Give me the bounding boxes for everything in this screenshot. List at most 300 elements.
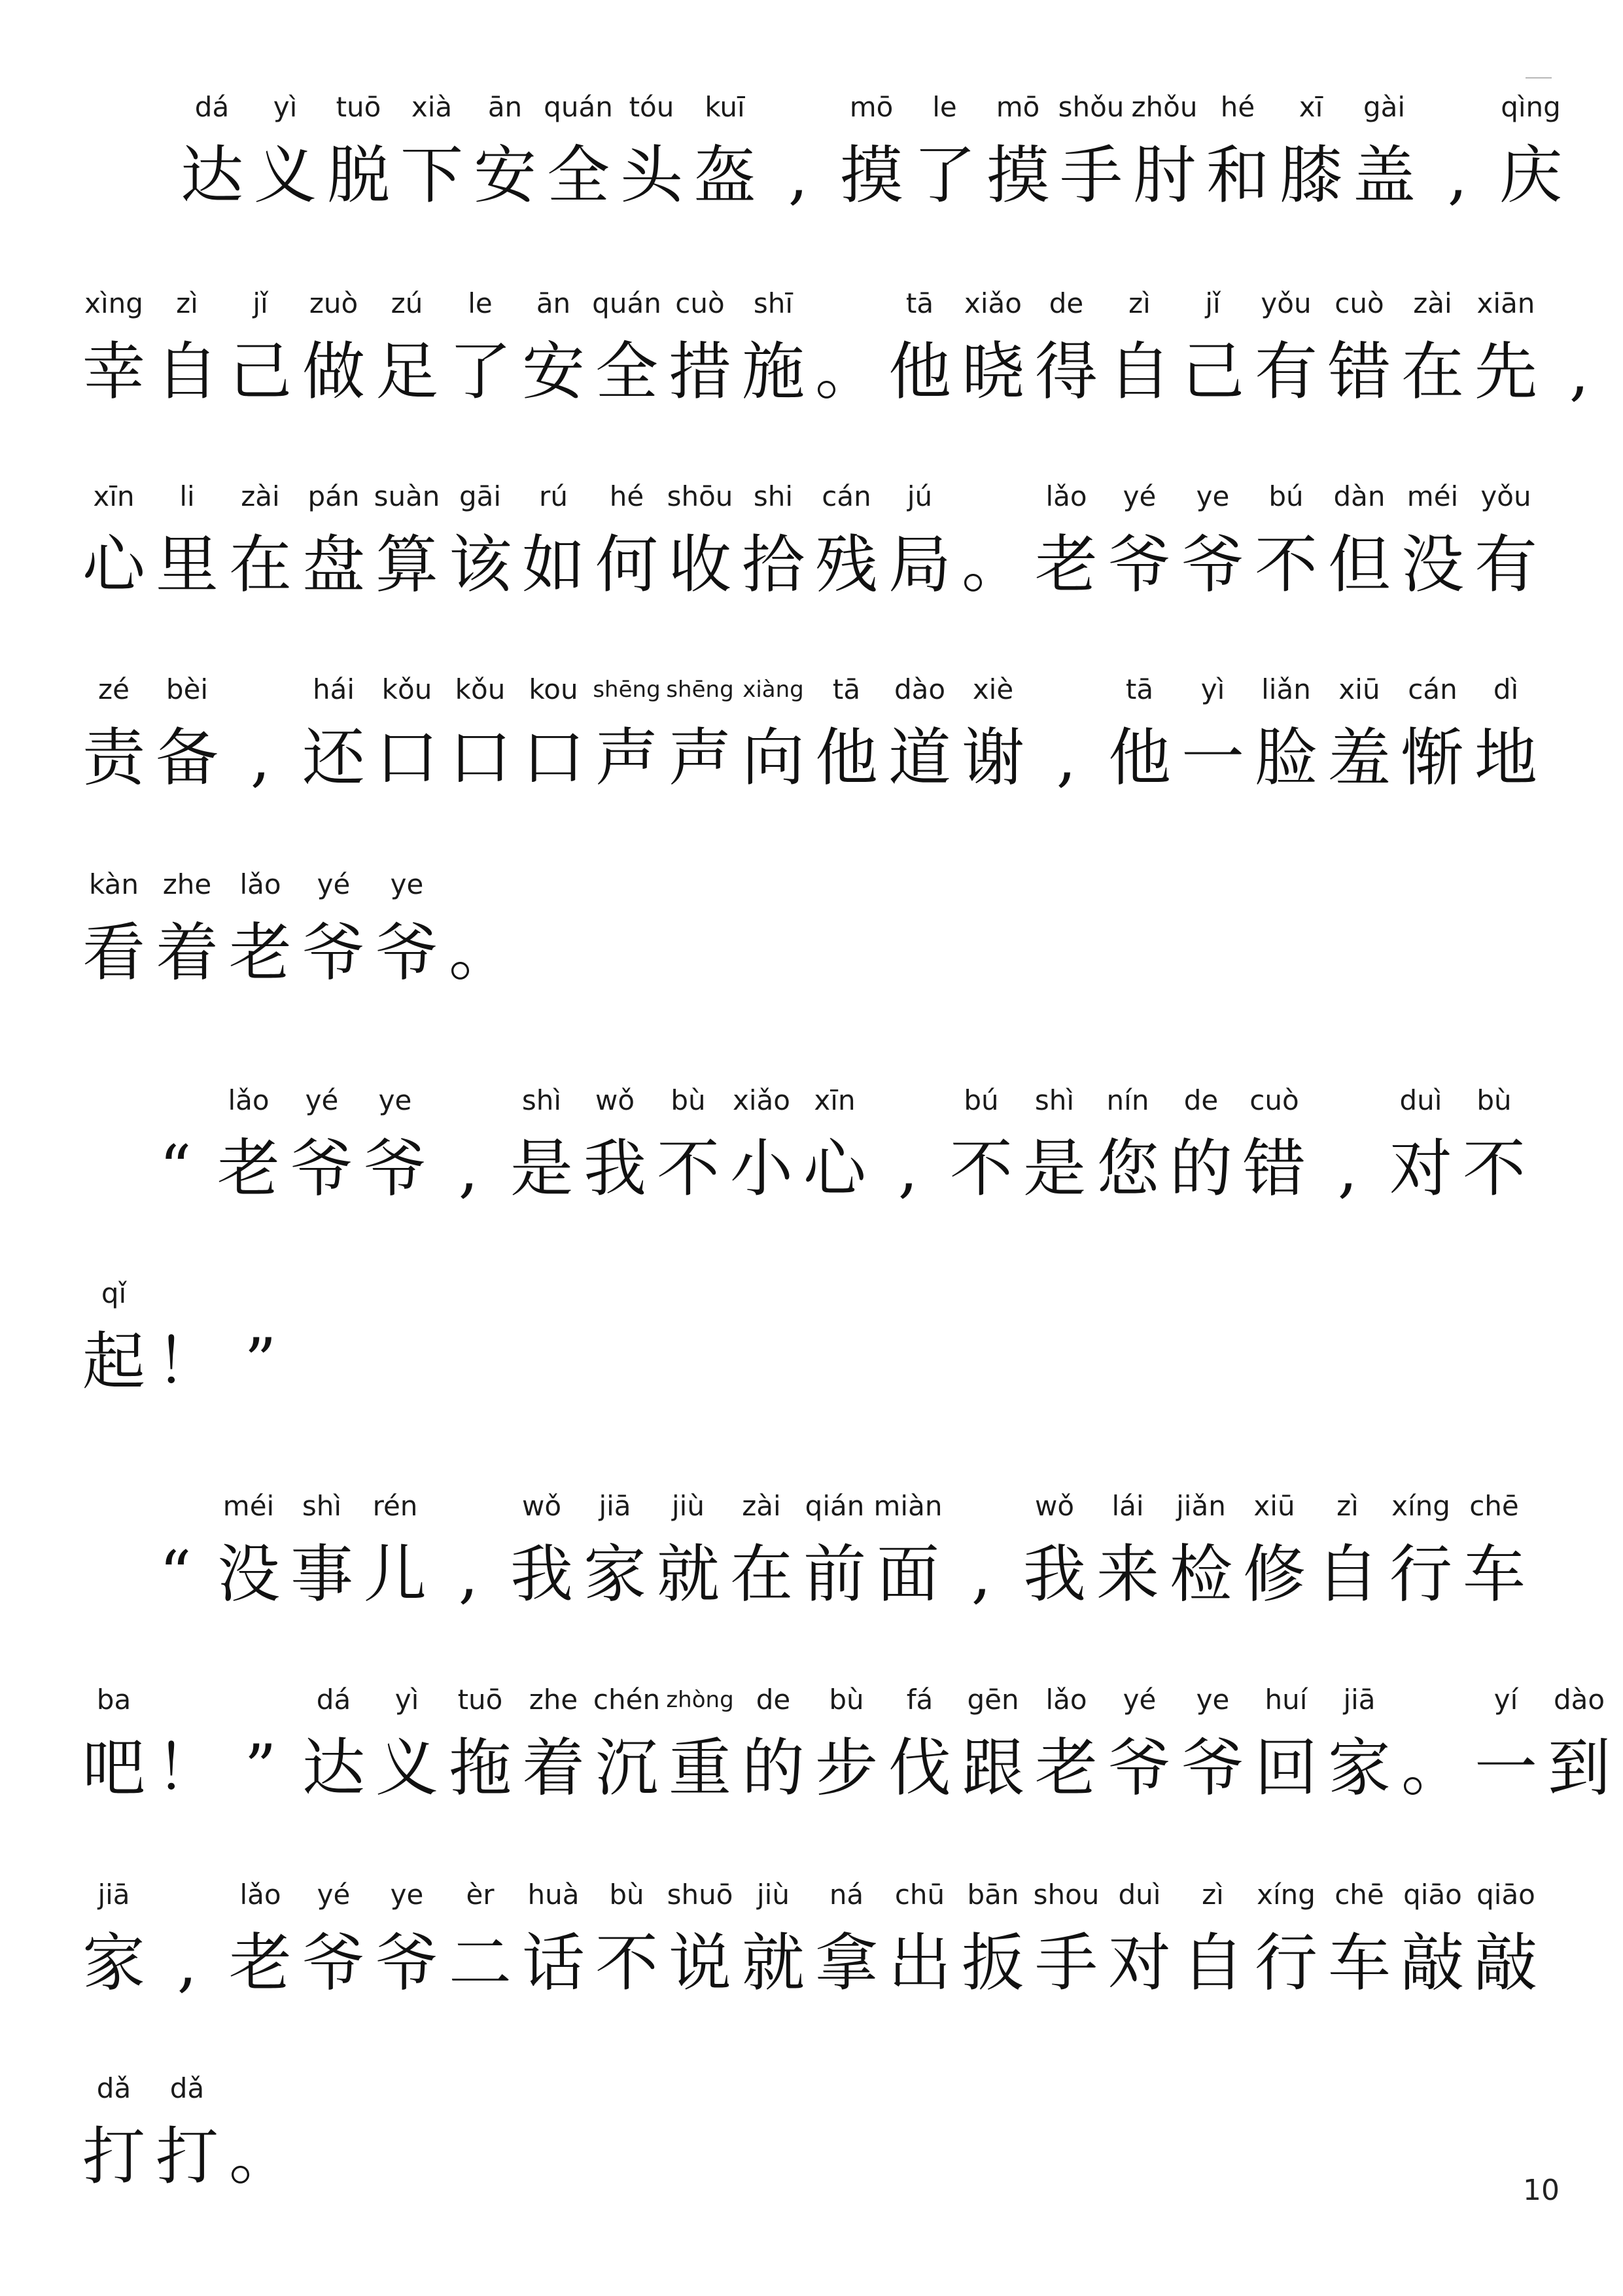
hanzi: 向: [742, 721, 805, 794]
pinyin: huà: [527, 1879, 580, 1911]
character-cell: [956, 667, 1030, 864]
character-cell: [358, 1484, 432, 1680]
hanzi: 口: [449, 721, 512, 794]
hanzi: 面: [877, 1538, 939, 1611]
pinyin: tā: [832, 673, 861, 705]
pinyin: bèi: [166, 673, 209, 705]
hanzi: 自: [156, 335, 218, 408]
hanzi: 您: [1096, 1132, 1159, 1205]
pinyin: ye: [378, 1084, 412, 1116]
text-line: [0, 1873, 1623, 2069]
hanzi: 车: [1328, 1926, 1391, 2000]
hanzi: 己: [229, 335, 292, 408]
pinyin: xiān: [1476, 287, 1535, 319]
hanzi: 手: [1060, 139, 1123, 212]
hanzi: 幸: [82, 335, 145, 408]
pinyin: bú: [1268, 480, 1304, 512]
hanzi: 跟: [962, 1731, 1024, 1805]
pinyin: yǒu: [1261, 287, 1312, 319]
character-cell: [1457, 1484, 1531, 1680]
pinyin: rú: [539, 480, 568, 512]
hanzi: 全: [547, 139, 610, 212]
pinyin: zài: [1413, 287, 1452, 319]
pinyin: zì: [1336, 1490, 1359, 1522]
pinyin: liǎn: [1261, 673, 1311, 705]
character-cell: [798, 1078, 871, 1275]
hanzi: 扳: [962, 1926, 1024, 2000]
pinyin: tóu: [629, 91, 674, 123]
hanzi: 里: [156, 528, 218, 601]
hanzi: 着: [156, 916, 218, 989]
hanzi: 小: [730, 1132, 793, 1205]
pinyin: lǎo: [228, 1084, 270, 1116]
hanzi: 做: [302, 335, 365, 408]
hanzi: ,: [1337, 1132, 1358, 1205]
hanzi: 拖: [449, 1731, 512, 1805]
hanzi: 有: [1255, 335, 1318, 408]
pinyin: bù: [829, 1684, 864, 1716]
hanzi: 的: [1170, 1132, 1232, 1205]
hanzi: 老: [229, 916, 292, 989]
pinyin: xiū: [1338, 673, 1380, 705]
text-line: [0, 1271, 1623, 1468]
pinyin: dì: [1493, 673, 1519, 705]
pinyin: hái: [312, 673, 355, 705]
pinyin: de: [756, 1684, 791, 1716]
hanzi: 他: [888, 335, 951, 408]
hanzi: 他: [815, 721, 878, 794]
punctuation-cell: [150, 1678, 224, 1874]
hanzi: 算: [375, 528, 438, 601]
character-cell: [150, 667, 224, 864]
hanzi: 如: [522, 528, 585, 601]
pinyin: yì: [1200, 673, 1225, 705]
hanzi: ,: [458, 1132, 479, 1205]
hanzi: ,: [1447, 139, 1468, 212]
hanzi: 老: [217, 1132, 280, 1205]
pinyin: hé: [1220, 91, 1255, 123]
hanzi: 着: [522, 1731, 585, 1805]
hanzi: 前: [803, 1538, 866, 1611]
hanzi: 措: [669, 335, 731, 408]
hanzi: 在: [730, 1538, 793, 1611]
pinyin: xíng: [1391, 1490, 1450, 1522]
hanzi: 不: [657, 1132, 720, 1205]
pinyin: shi: [753, 480, 794, 512]
pinyin: bù: [609, 1879, 644, 1911]
pinyin: kǒu: [381, 673, 432, 705]
pinyin: yí: [1493, 1684, 1518, 1716]
pinyin: cuò: [1335, 287, 1384, 319]
pinyin: méi: [1406, 480, 1459, 512]
pinyin: jiā: [599, 1490, 631, 1522]
pinyin: shēng: [666, 677, 734, 703]
hanzi: 我: [1023, 1538, 1086, 1611]
pinyin: gài: [1363, 91, 1406, 123]
hanzi: 在: [229, 528, 292, 601]
hanzi: ,: [971, 1538, 992, 1611]
pinyin: xī: [1299, 91, 1323, 123]
pinyin: suàn: [374, 480, 440, 512]
hanzi: 该: [449, 528, 512, 601]
pinyin: zé: [98, 673, 130, 705]
pinyin: qián: [805, 1490, 865, 1522]
hanzi: 和: [1206, 139, 1269, 212]
hanzi: 有: [1475, 528, 1537, 601]
hanzi: 行: [1255, 1926, 1318, 2000]
pinyin: nín: [1106, 1084, 1149, 1116]
pinyin: bù: [671, 1084, 706, 1116]
punctuation-cell: [224, 2066, 297, 2263]
hanzi: 摸: [840, 139, 903, 212]
hanzi: 敲: [1475, 1926, 1537, 2000]
pinyin: yé: [305, 1084, 339, 1116]
pinyin: shuō: [667, 1879, 733, 1911]
hanzi: 拿: [815, 1926, 878, 2000]
character-cell: [1469, 281, 1543, 478]
pinyin: xiǎo: [733, 1084, 790, 1116]
hanzi: 说: [669, 1926, 731, 2000]
hanzi: 伐: [888, 1731, 951, 1805]
character-cell: [150, 2066, 224, 2263]
hanzi: 是: [510, 1132, 573, 1205]
hanzi: 爷: [290, 1132, 353, 1205]
hanzi: 出: [888, 1926, 951, 2000]
pinyin: yì: [273, 91, 298, 123]
hanzi: 沉: [595, 1731, 658, 1805]
hanzi: 但: [1328, 528, 1391, 601]
hanzi: 。: [229, 2120, 292, 2193]
pinyin: yé: [317, 1879, 351, 1911]
hanzi: 错: [1243, 1132, 1306, 1205]
hanzi: 盖: [1353, 139, 1416, 212]
pinyin: èr: [466, 1879, 495, 1911]
pinyin: chū: [894, 1879, 945, 1911]
character-cell: [358, 1078, 432, 1275]
character-cell: [1348, 85, 1421, 281]
hanzi: 错: [1328, 335, 1391, 408]
pinyin: zú: [391, 287, 423, 319]
punctuation-cell: [150, 1271, 224, 1468]
hanzi: 爷: [1108, 1731, 1171, 1805]
punctuation-cell: [444, 862, 517, 1059]
pinyin: xiǎo: [964, 287, 1022, 319]
pinyin: chē: [1335, 1879, 1384, 1911]
character-cell: [1469, 667, 1543, 864]
text-line: [0, 862, 1623, 1059]
hanzi: 他: [1108, 721, 1171, 794]
text-line: [0, 2066, 1623, 2263]
hanzi: 道: [888, 721, 951, 794]
pinyin: ná: [829, 1879, 864, 1911]
hanzi: ,: [898, 1132, 918, 1205]
pinyin: xiè: [972, 673, 1014, 705]
hanzi: 不: [1463, 1132, 1526, 1205]
pinyin: rén: [372, 1490, 418, 1522]
hanzi: 我: [584, 1132, 646, 1205]
character-cell: [1494, 85, 1567, 281]
pinyin: gāi: [459, 480, 502, 512]
pinyin: zhe: [529, 1684, 578, 1716]
pinyin: zài: [241, 480, 280, 512]
text-line: [0, 281, 1623, 478]
pinyin: qiāo: [1403, 1879, 1462, 1911]
hanzi: 一: [1475, 1731, 1537, 1805]
pinyin: duì: [1399, 1084, 1442, 1116]
pinyin: huí: [1265, 1684, 1308, 1716]
pinyin: fá: [906, 1684, 934, 1716]
pinyin: ye: [390, 868, 424, 900]
hanzi: 惭: [1401, 721, 1464, 794]
pinyin: li: [179, 480, 195, 512]
hanzi: 就: [742, 1926, 805, 2000]
hanzi: 盘: [302, 528, 365, 601]
hanzi: 我: [510, 1538, 573, 1611]
pinyin: jú: [907, 480, 933, 512]
hanzi: 达: [181, 139, 243, 212]
pinyin: mō: [996, 91, 1040, 123]
pinyin: shēng: [593, 677, 661, 703]
hanzi: 到: [1548, 1731, 1611, 1805]
hanzi: 心: [82, 528, 145, 601]
hanzi: 事: [290, 1538, 353, 1611]
hanzi: ,: [788, 139, 809, 212]
hanzi: 。: [1401, 1731, 1464, 1805]
pinyin: mō: [849, 91, 894, 123]
hanzi: ”: [244, 1731, 277, 1805]
hanzi: 爷: [1181, 528, 1244, 601]
hanzi: 己: [1181, 335, 1244, 408]
hanzi: ,: [1569, 335, 1590, 408]
pinyin: wǒ: [521, 1490, 562, 1522]
pinyin: duì: [1118, 1879, 1161, 1911]
hanzi: 老: [1035, 1731, 1098, 1805]
pinyin: yé: [317, 868, 351, 900]
hanzi: 声: [595, 721, 658, 794]
hanzi: 看: [82, 916, 145, 989]
hanzi: 肘: [1133, 139, 1196, 212]
hanzi: 口: [375, 721, 438, 794]
character-cell: [1469, 1873, 1543, 2069]
hanzi: 对: [1108, 1926, 1171, 2000]
hanzi: 羞: [1328, 721, 1391, 794]
hanzi: 打: [156, 2120, 218, 2193]
hanzi: 话: [522, 1926, 585, 2000]
hanzi: 备: [156, 721, 218, 794]
text-line: [0, 1678, 1623, 1874]
hanzi: 爷: [364, 1132, 427, 1205]
pinyin: shǒu: [1058, 91, 1125, 123]
hanzi: 不: [595, 1926, 658, 2000]
pinyin: bù: [1476, 1084, 1512, 1116]
pinyin: yé: [1123, 1684, 1157, 1716]
pinyin: ba: [96, 1684, 131, 1716]
hanzi: 自: [1108, 335, 1171, 408]
character-cell: [1323, 1678, 1396, 1874]
hanzi: “: [159, 1538, 192, 1611]
pinyin: quán: [544, 91, 613, 123]
character-cell: [77, 1873, 150, 2069]
pinyin: kàn: [89, 868, 139, 900]
character-cell: [737, 281, 810, 478]
pinyin: tā: [1125, 673, 1154, 705]
pinyin: xiàng: [742, 677, 804, 703]
pinyin: shou: [1033, 1879, 1100, 1911]
hanzi: 口: [522, 721, 585, 794]
hanzi: 。: [962, 528, 1024, 601]
pinyin: shì: [302, 1490, 342, 1522]
text-line: [0, 1078, 1623, 1275]
pinyin: kǒu: [455, 673, 506, 705]
hanzi: 声: [669, 721, 731, 794]
character-cell: [77, 1678, 150, 1874]
text-line: [0, 85, 1623, 281]
hanzi: 来: [1096, 1538, 1159, 1611]
character-cell: [77, 1271, 150, 1468]
pinyin: zuò: [309, 287, 358, 319]
hanzi: 膝: [1280, 139, 1342, 212]
hanzi: 全: [595, 335, 658, 408]
hanzi: 安: [522, 335, 585, 408]
pinyin: yì: [394, 1684, 419, 1716]
pinyin: hé: [609, 480, 644, 512]
hanzi: 头: [620, 139, 683, 212]
pinyin: lǎo: [1045, 480, 1087, 512]
hanzi: 爷: [302, 916, 365, 989]
hanzi: 义: [375, 1731, 438, 1805]
hanzi: 晓: [962, 335, 1024, 408]
pinyin: xiū: [1253, 1490, 1295, 1522]
hanzi: 老: [1035, 528, 1098, 601]
hanzi: 庆: [1499, 139, 1562, 212]
pinyin: yǒu: [1480, 480, 1531, 512]
hanzi: 爷: [375, 916, 438, 989]
character-cell: [883, 474, 956, 671]
pinyin: le: [932, 91, 957, 123]
hanzi: 不: [950, 1132, 1013, 1205]
pinyin: bú: [964, 1084, 999, 1116]
pinyin: dǎ: [169, 2072, 205, 2104]
hanzi: 施: [742, 335, 805, 408]
hanzi: 了: [449, 335, 512, 408]
pinyin: ye: [1196, 1684, 1230, 1716]
hanzi: 自: [1316, 1538, 1379, 1611]
hanzi: 起: [82, 1325, 145, 1398]
pinyin: dá: [194, 91, 230, 123]
pinyin: shōu: [667, 480, 733, 512]
pinyin: cuò: [675, 287, 725, 319]
pinyin: zì: [1202, 1879, 1224, 1911]
pinyin: cán: [822, 480, 871, 512]
hanzi: 得: [1035, 335, 1098, 408]
hanzi: 行: [1389, 1538, 1452, 1611]
pinyin: xīn: [814, 1084, 856, 1116]
hanzi: 脸: [1255, 721, 1318, 794]
pinyin: jǐ: [253, 287, 268, 319]
hanzi: 老: [229, 1926, 292, 2000]
character-cell: [1543, 1678, 1616, 1874]
hanzi: 摸: [986, 139, 1049, 212]
hanzi: 就: [657, 1538, 720, 1611]
hanzi: 对: [1389, 1132, 1452, 1205]
pinyin: dá: [316, 1684, 351, 1716]
hanzi: 没: [217, 1538, 280, 1611]
pinyin: yé: [1123, 480, 1157, 512]
pinyin: xīn: [93, 480, 135, 512]
character-cell: [1238, 1078, 1311, 1275]
hanzi: 盔: [693, 139, 756, 212]
hanzi: 爷: [302, 1926, 365, 2000]
pinyin: ān: [536, 287, 571, 319]
hanzi: 是: [1023, 1132, 1086, 1205]
hanzi: 还: [302, 721, 365, 794]
hanzi: 手: [1035, 1926, 1098, 2000]
pinyin: tuō: [457, 1684, 503, 1716]
pinyin: zhòng: [666, 1687, 734, 1713]
pinyin: dào: [894, 673, 946, 705]
hanzi: “: [159, 1132, 192, 1205]
hanzi: 修: [1243, 1538, 1306, 1611]
pinyin: dào: [1553, 1684, 1605, 1716]
hanzi: 足: [375, 335, 438, 408]
pinyin: lǎo: [1045, 1684, 1087, 1716]
pinyin: de: [1183, 1084, 1219, 1116]
hanzi: ,: [1056, 721, 1077, 794]
hanzi: 局: [888, 528, 951, 601]
pinyin: jiā: [97, 1879, 130, 1911]
pinyin: zhe: [162, 868, 212, 900]
pinyin: ye: [1196, 480, 1230, 512]
hanzi: ！: [156, 1325, 218, 1398]
pinyin: jiù: [672, 1490, 705, 1522]
character-cell: [688, 85, 761, 281]
hanzi: 一: [1181, 721, 1244, 794]
pinyin: xià: [411, 91, 453, 123]
hanzi: 谢: [962, 721, 1024, 794]
pinyin: tuō: [336, 91, 381, 123]
text-line: [0, 667, 1623, 864]
hanzi: 回: [1255, 1731, 1318, 1805]
hanzi: 何: [595, 528, 658, 601]
pinyin: zhǒu: [1131, 91, 1198, 123]
hanzi: 先: [1475, 335, 1537, 408]
pinyin: wǒ: [1034, 1490, 1075, 1522]
pinyin: kou: [529, 673, 578, 705]
text-line: [0, 474, 1623, 671]
hanzi: 义: [254, 139, 317, 212]
pinyin: de: [1049, 287, 1084, 319]
hanzi: 打: [82, 2120, 145, 2193]
hanzi: 重: [669, 1731, 731, 1805]
hanzi: ”: [244, 1325, 277, 1398]
hanzi: 步: [815, 1731, 878, 1805]
hanzi: 下: [400, 139, 463, 212]
hanzi: 儿: [364, 1538, 427, 1611]
hanzi: 检: [1170, 1538, 1232, 1611]
hanzi: 的: [742, 1731, 805, 1805]
pinyin: shì: [521, 1084, 562, 1116]
pinyin: jiù: [757, 1879, 790, 1911]
pinyin: zì: [1128, 287, 1151, 319]
pinyin: zì: [176, 287, 198, 319]
pinyin: cán: [1408, 673, 1457, 705]
pinyin: wǒ: [595, 1084, 635, 1116]
text-line: [0, 1484, 1623, 1680]
punctuation-cell: [1543, 281, 1616, 478]
pinyin: qìng: [1501, 91, 1561, 123]
pinyin: jǐ: [1205, 287, 1221, 319]
pinyin: miàn: [873, 1490, 943, 1522]
